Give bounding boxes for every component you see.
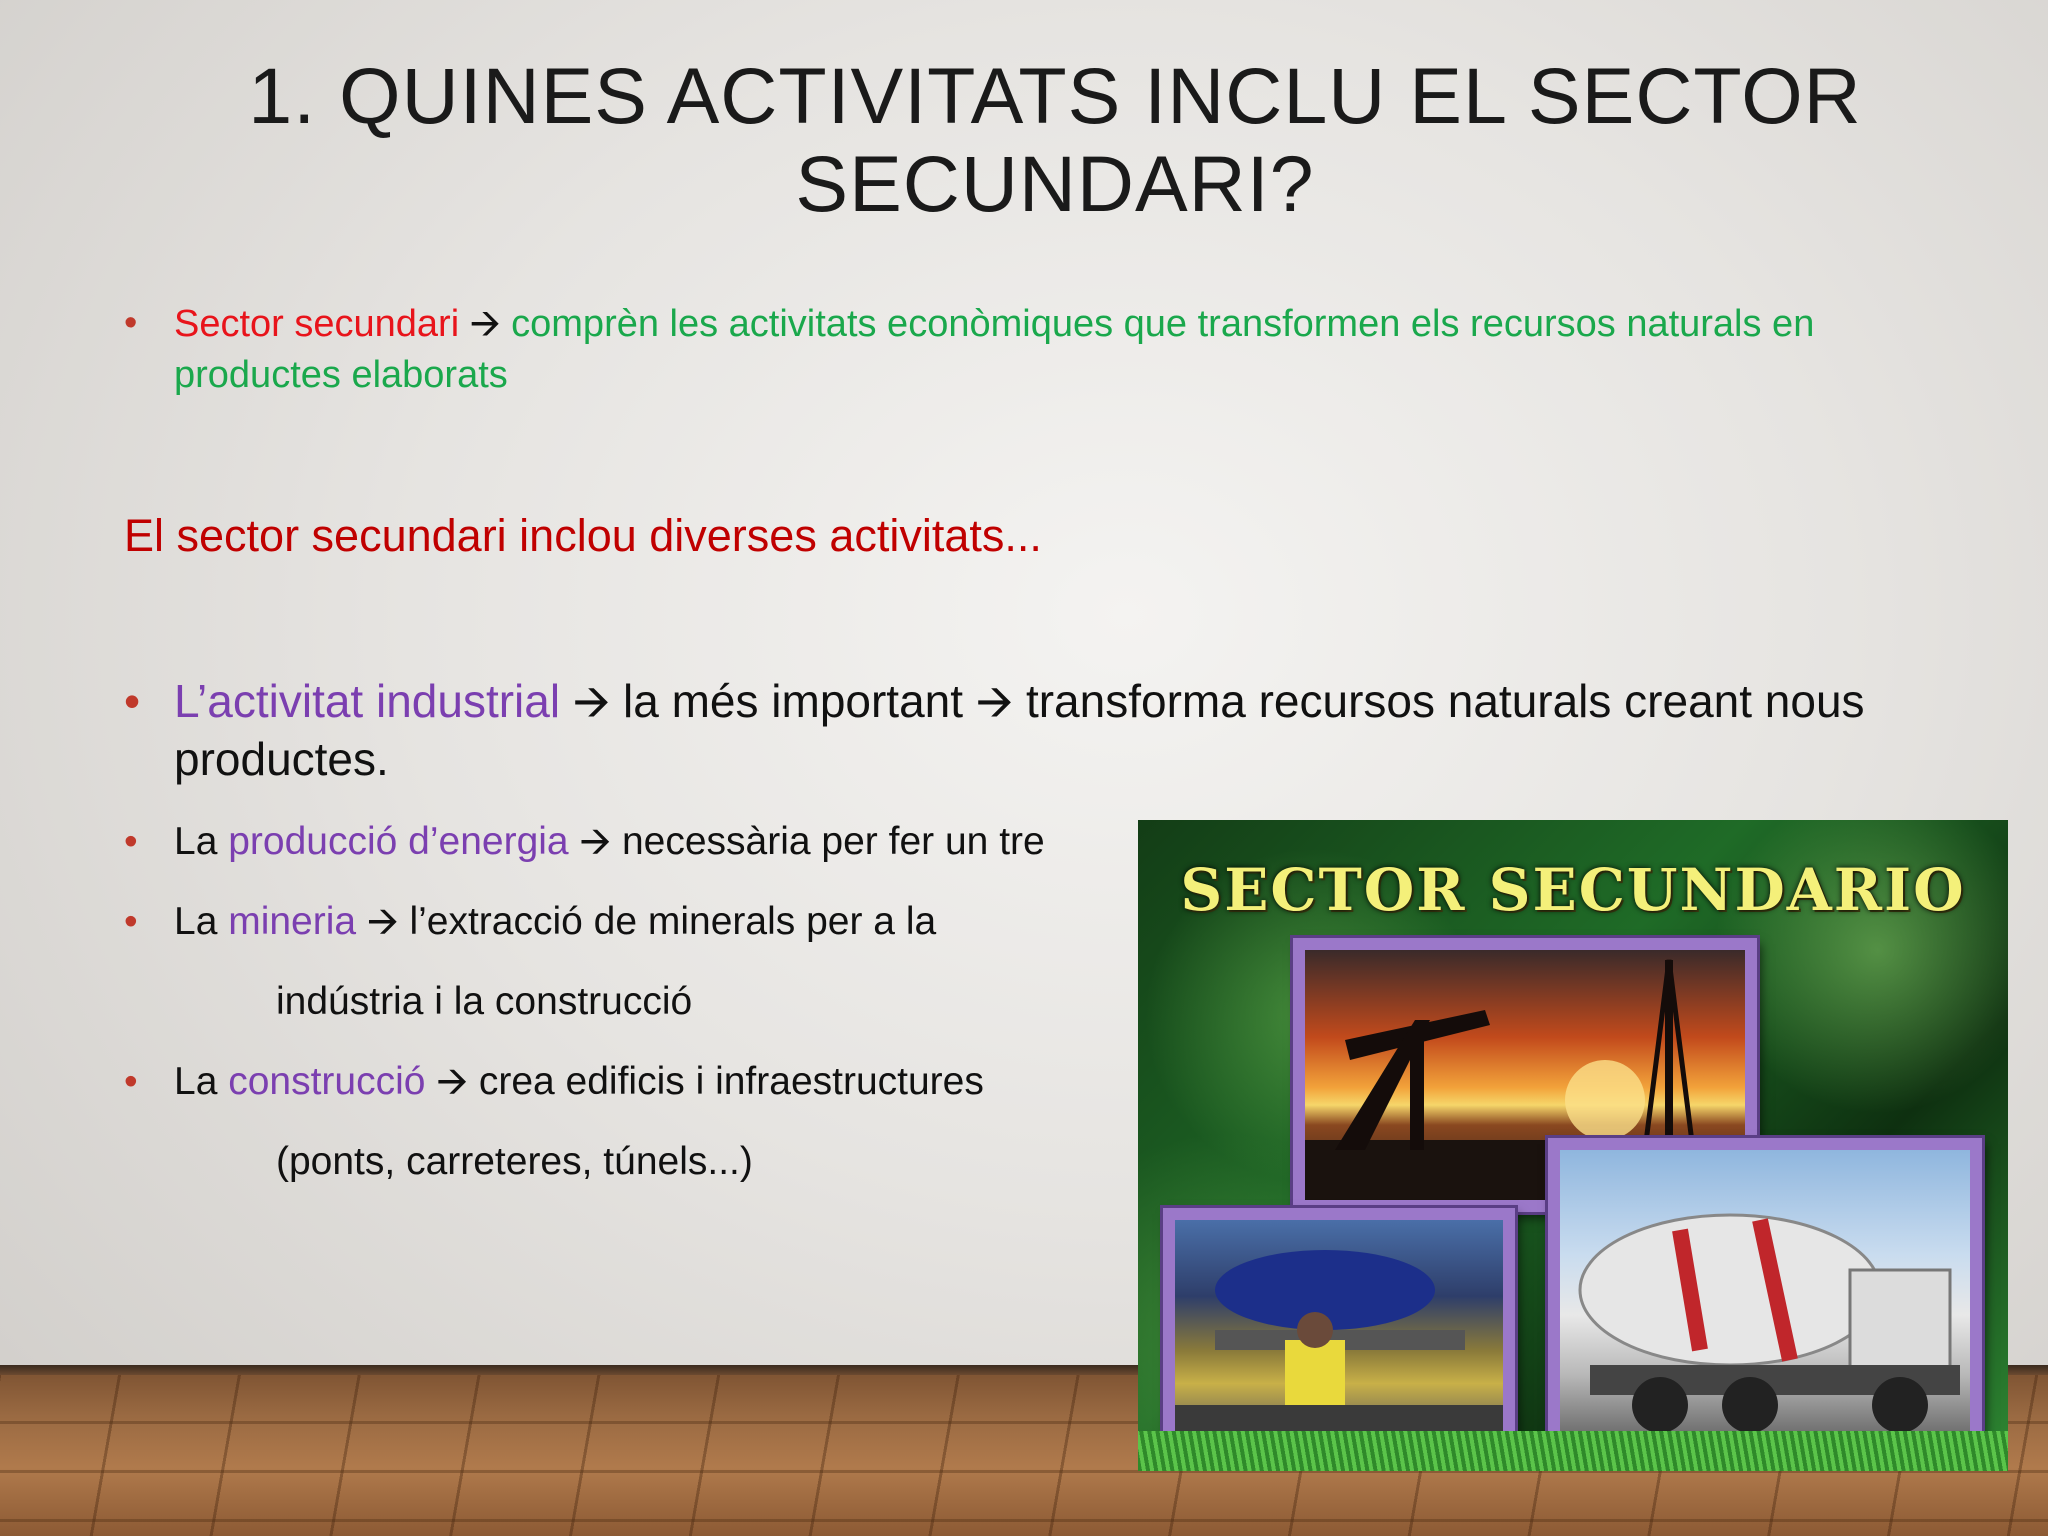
- slide-title: 1. QUINES ACTIVITATS INCLU EL SECTOR SECUNDARI?: [248, 51, 1862, 228]
- arrow-icon: 🡪: [572, 674, 611, 728]
- item-prefix: La: [174, 900, 229, 943]
- item-continuation: indústria i la construcció: [276, 980, 693, 1023]
- item-text: necessària per fer un tre: [621, 820, 1045, 863]
- arrow-icon: 🡪: [366, 899, 399, 944]
- arrow-icon: 🡪: [469, 301, 501, 345]
- definition-term: Sector secundari: [174, 303, 460, 345]
- list-item-mining: [174, 896, 936, 948]
- definition-bullet: [174, 298, 1874, 401]
- bullet-dot: •: [124, 820, 138, 863]
- item-term: construcció: [228, 1060, 426, 1103]
- intro-text: El sector secundari inclou diverses activitats...: [124, 510, 1042, 561]
- item-term: L’activitat industrial: [174, 675, 561, 727]
- bullet-dot: •: [124, 302, 138, 344]
- item-text: transforma recursos naturals creant nous productes.: [174, 675, 1865, 785]
- item-text: crea edificis i infraestructures: [478, 1060, 984, 1103]
- item-prefix: La: [174, 820, 229, 863]
- item-text: l’extracció de minerals per a la: [409, 900, 937, 943]
- bullet-dot: •: [124, 1060, 138, 1103]
- grass-decoration: [1138, 1431, 2008, 1471]
- arrow-icon: 🡪: [579, 819, 612, 864]
- bullet-dot: •: [124, 675, 141, 727]
- car-factory-photo: [1163, 1208, 1515, 1450]
- item-text: la més important: [623, 675, 964, 727]
- arrow-icon: 🡪: [436, 1059, 468, 1104]
- item-continuation: (ponts, carreteres, túnels...): [276, 1140, 753, 1183]
- truck-icon: [1560, 1150, 1970, 1450]
- bullet-dot: •: [124, 900, 138, 943]
- item-term: producció d’energia: [228, 820, 569, 863]
- car-icon: [1175, 1220, 1503, 1438]
- list-item-energy: [174, 816, 1045, 868]
- list-item-industry: [174, 672, 1894, 788]
- sector-collage-image: [1138, 820, 2008, 1471]
- list-item-construction: [174, 1056, 984, 1108]
- image-caption: SECTOR SECUNDARIO: [1180, 856, 1966, 924]
- item-term: mineria: [228, 900, 357, 943]
- arrow-icon: 🡪: [975, 674, 1014, 728]
- concrete-mixer-photo: [1548, 1138, 1982, 1462]
- definition-text: comprèn les activitats econòmiques que transformen els recursos naturals en productes elaborats: [174, 303, 1815, 396]
- item-prefix: La: [174, 1060, 229, 1103]
